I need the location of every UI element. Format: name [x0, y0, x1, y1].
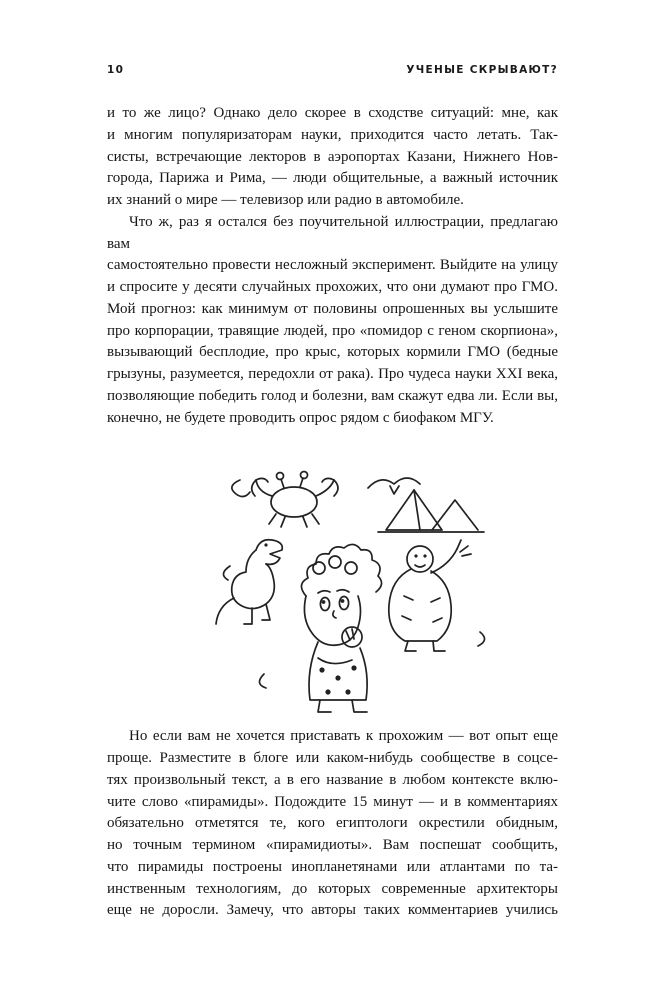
page-number: 10 [107, 64, 125, 76]
text-line: про корпорации, травящие людей, про «помидор с геном скорпиона», [107, 322, 558, 339]
text-line: но точным термином «пирамидиоты». Вам поспешат сообщить, [107, 837, 558, 853]
paragraph [107, 103, 558, 212]
illustration [168, 446, 498, 718]
pyramids-icon [378, 490, 484, 532]
text-line: обязательно отметятся те, кого египтологи окрестили обидным, [107, 815, 558, 832]
text-line: города, Парижа и Рима, — люди общительные, а важный источник [107, 170, 558, 187]
text-line: что пирамиды построены инопланетянами или атлантами по та- [107, 858, 558, 875]
text-line: вызывающий бесплодие, про крыс, которых кормили ГМО (бедные [107, 344, 558, 361]
text-line: грызуны, разумеется, передохли от рака). Про чудеса науки XXI века, [107, 366, 558, 382]
paragraph [107, 726, 558, 922]
text-line: еще не доросли. Замечу, что авторы таких комментариев учились [107, 902, 558, 919]
running-title: УЧЕНЫЕ СКРЫВАЮТ? [406, 64, 558, 76]
text-line: конечно, не будете проводить опрос рядом с биофаком МГУ. [107, 409, 494, 426]
text-line: и спросите у десяти случайных прохожих, что они думают про ГМО. [107, 279, 558, 295]
yeti-icon [388, 540, 470, 651]
page-header [107, 64, 558, 76]
body-text [107, 103, 558, 922]
text-line: Мой прогноз: как минимум от половины опрошенных вы услышите [107, 300, 558, 317]
dinosaur-icon [216, 540, 282, 624]
text-line: проще. Разместите в блоге или каком-нибудь сообществе в соцсе- [107, 750, 558, 766]
text-line: чите слово «пирамиды». Подождите 15 минут — и в комментариях [107, 793, 558, 810]
text-line: Но если вам не хочется приставать к прохожим — вот опыт еще [129, 728, 558, 745]
text-line: тях произвольный текст, а в его название в любом контексте вклю- [107, 771, 558, 788]
text-line: инственным технологиям, до которых современные архитекторы [107, 880, 558, 897]
illustration-drawing [168, 446, 498, 718]
text-line: самостоятельно провести несложный эксперимент. Выйдите на улицу [107, 257, 558, 274]
text-line: и многим популяризаторам науки, приходится часто летать. Так- [107, 126, 558, 143]
text-line: систы, встречающие лекторов в аэропортах Казани, Нижнего Нов- [107, 148, 558, 165]
text-line: их знаний о мире — телевизор или радио в автомобиле. [107, 192, 464, 208]
text-line: и то же лицо? Однако дело скорее в сходстве ситуаций: мне, как [107, 105, 558, 121]
thinking-caveman-icon [301, 545, 381, 713]
paragraph [107, 212, 558, 430]
text-line: Что ж, раз я остался без поучительной иллюстрации, предлагаю вам [107, 213, 558, 252]
crab-icon [251, 472, 337, 528]
text-line: позволяющие победить голод и болезни, вам скажут едва ли. Если вы, [107, 387, 558, 404]
